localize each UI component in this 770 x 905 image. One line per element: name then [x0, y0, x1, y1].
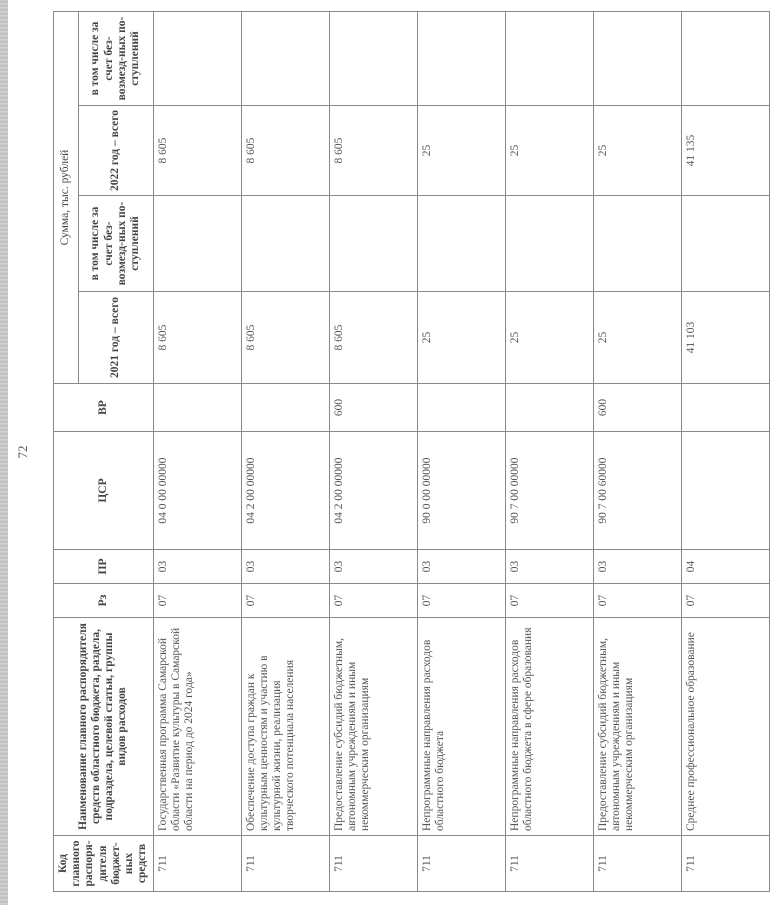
cell-2022-total: 8 605: [241, 106, 329, 196]
cell-name: Непрограммные направления расходов областного бюджета: [417, 618, 505, 836]
cell-2021-total: 8 605: [153, 292, 241, 384]
cell-vr: [505, 384, 593, 432]
cell-rz: 07: [241, 584, 329, 618]
cell-rz: 07: [329, 584, 417, 618]
table-row: [153, 12, 241, 892]
header-name: Наименование главного распорядителя средств областного бюджета, раздела, подраздела, целевой статьи, группы видов расходов: [54, 618, 154, 836]
cell-rz: 07: [153, 584, 241, 618]
cell-2022-total: 8 605: [153, 106, 241, 196]
cell-2022-grants: [505, 12, 593, 106]
cell-2021-total: 25: [505, 292, 593, 384]
cell-2022-grants: [417, 12, 505, 106]
cell-rz: 07: [681, 584, 769, 618]
cell-2021-grants: [593, 196, 681, 292]
cell-2021-total: 41 103: [681, 292, 769, 384]
cell-2021-grants: [505, 196, 593, 292]
cell-csr: 90 7 00 60000: [593, 432, 681, 550]
cell-vr: [417, 384, 505, 432]
cell-vr: 600: [329, 384, 417, 432]
table-row: [593, 12, 681, 892]
cell-csr: 04 2 00 00000: [241, 432, 329, 550]
cell-pr: 03: [241, 550, 329, 584]
header-2022-total: 2022 год – всего: [79, 106, 153, 196]
cell-csr: [681, 432, 769, 550]
header-sum-group: Сумма, тыс. рублей: [54, 12, 79, 384]
cell-2022-grants: [153, 12, 241, 106]
cell-code: 711: [593, 836, 681, 892]
cell-2021-total: 8 605: [329, 292, 417, 384]
page-number: 72: [15, 445, 30, 459]
cell-vr: 600: [593, 384, 681, 432]
cell-code: 711: [417, 836, 505, 892]
header-vr: ВР: [54, 384, 154, 432]
cell-pr: 03: [505, 550, 593, 584]
cell-csr: 04 2 00 00000: [329, 432, 417, 550]
cell-vr: [681, 384, 769, 432]
table-row: [505, 12, 593, 892]
cell-rz: 07: [417, 584, 505, 618]
cell-2021-grants: [241, 196, 329, 292]
cell-csr: 90 0 00 00000: [417, 432, 505, 550]
table-row: [329, 12, 417, 892]
cell-2022-grants: [241, 12, 329, 106]
cell-2021-total: 25: [593, 292, 681, 384]
cell-vr: [241, 384, 329, 432]
header-row-1: [54, 12, 79, 892]
cell-pr: 03: [593, 550, 681, 584]
cell-2021-grants: [329, 196, 417, 292]
cell-2022-grants: [593, 12, 681, 106]
cell-csr: 90 7 00 00000: [505, 432, 593, 550]
cell-code: 711: [153, 836, 241, 892]
cell-pr: 03: [153, 550, 241, 584]
cell-2021-total: 8 605: [241, 292, 329, 384]
budget-table: [53, 11, 770, 892]
cell-name: Непрограммные направления расходов областного бюджета в сфере образования: [505, 618, 593, 836]
table-row: [681, 12, 769, 892]
cell-2022-total: 25: [505, 106, 593, 196]
cell-code: 711: [241, 836, 329, 892]
header-2021-total: 2021 год – всего: [79, 292, 153, 384]
header-pr: ПР: [54, 550, 154, 584]
cell-2021-total: 25: [417, 292, 505, 384]
cell-2022-total: 8 605: [329, 106, 417, 196]
cell-pr: 03: [329, 550, 417, 584]
cell-name: Обеспечение доступа граждан к культурным ценностям и участию в культурной жизни, реализация творческого потенциала населения: [241, 618, 329, 836]
cell-code: 711: [681, 836, 769, 892]
cell-2021-grants: [681, 196, 769, 292]
cell-rz: 07: [505, 584, 593, 618]
rotated-page: [15, 12, 697, 892]
cell-vr: [153, 384, 241, 432]
cell-code: 711: [329, 836, 417, 892]
cell-pr: 03: [417, 550, 505, 584]
cell-rz: 07: [593, 584, 681, 618]
header-rz: Рз: [54, 584, 154, 618]
cell-2022-grants: [329, 12, 417, 106]
cell-name: Государственная программа Самарской области «Развитие культуры в Самарской области на период до 2024 года»: [153, 618, 241, 836]
cell-name: Предоставление субсидий бюджетным, автономным учреждениям и иным некоммерческим организациям: [593, 618, 681, 836]
table-row: [417, 12, 505, 892]
cell-2022-total: 25: [593, 106, 681, 196]
cell-code: 711: [505, 836, 593, 892]
cell-2022-grants: [681, 12, 769, 106]
cell-csr: 04 0 00 00000: [153, 432, 241, 550]
cell-2022-total: 25: [417, 106, 505, 196]
cell-2021-grants: [417, 196, 505, 292]
header-2022-grants: в том числе за счет без-возмезд-ных по-ступлений: [79, 12, 153, 106]
scan-edge: [0, 0, 8, 905]
table-row: [241, 12, 329, 892]
header-code: Код главного распоря-дителя бюджет-ных средств: [54, 836, 154, 892]
cell-name: Предоставление субсидий бюджетным, автономным учреждениям и иным некоммерческим организациям: [329, 618, 417, 836]
cell-2021-grants: [153, 196, 241, 292]
header-csr: ЦСР: [54, 432, 154, 550]
cell-2022-total: 41 135: [681, 106, 769, 196]
header-2021-grants: в том числе за счет без-возмезд-ных по-ступлений: [79, 196, 153, 292]
cell-pr: 04: [681, 550, 769, 584]
cell-name: Среднее профессиональное образование: [681, 618, 769, 836]
